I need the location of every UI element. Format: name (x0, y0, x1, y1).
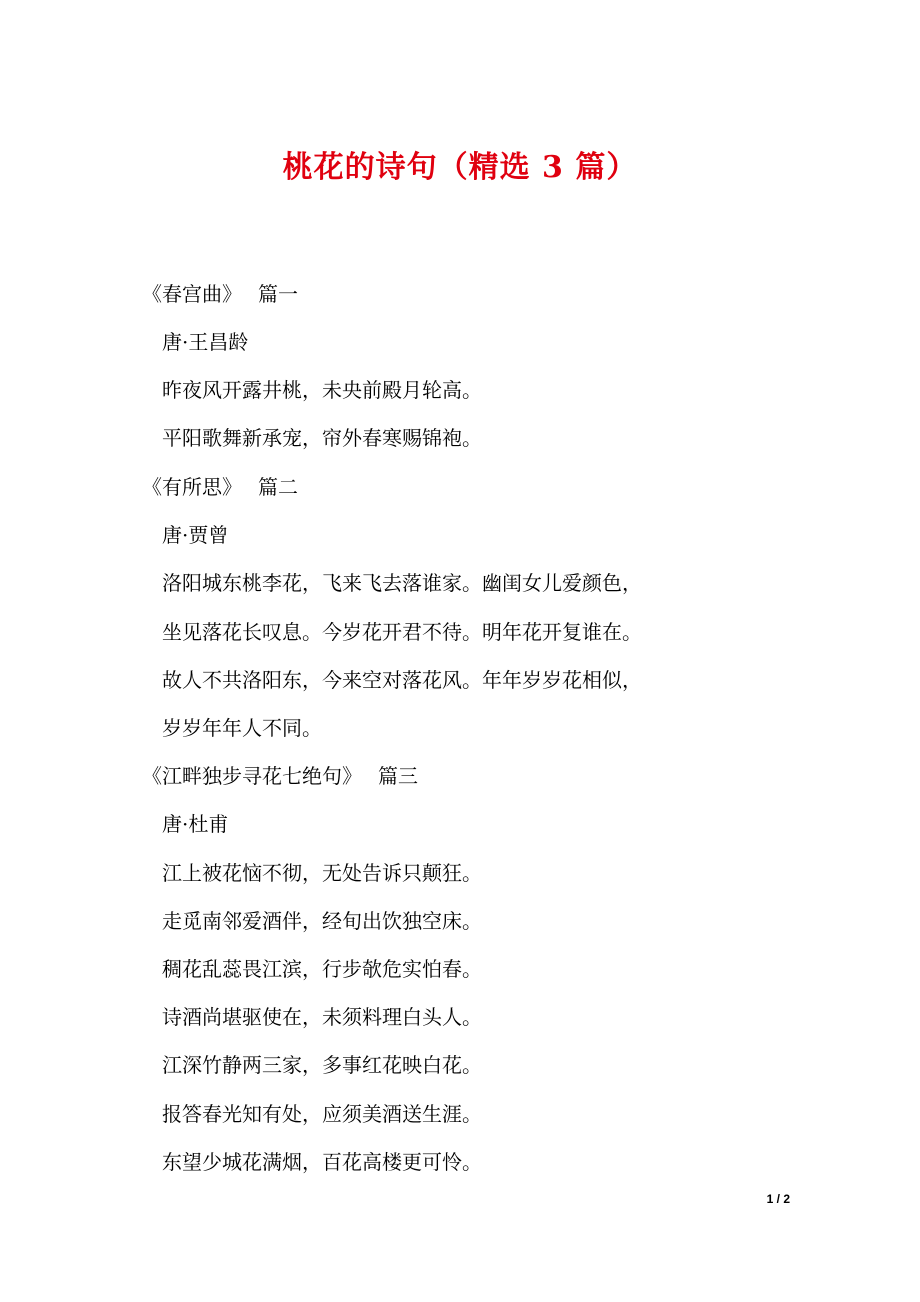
poem-line: 洛阳城东桃李花，飞来飞去落谁家。幽闺女儿爱颜色， (162, 571, 642, 595)
poem-label: 篇三 (378, 764, 418, 788)
poem-line: 平阳歌舞新承宠，帘外春寒赐锦袍。 (162, 426, 482, 450)
poem-line: 东望少城花满烟，百花高楼更可怜。 (162, 1150, 482, 1174)
poem-line: 坐见落花长叹息。今岁花开君不待。明年花开复谁在。 (162, 620, 642, 644)
poem-line: 江深竹静两三家，多事红花映白花。 (162, 1053, 482, 1077)
poem-line: 江上被花恼不彻，无处告诉只颠狂。 (162, 861, 482, 885)
poem-line: 故人不共洛阳东，今来空对落花风。年年岁岁花相似， (162, 668, 642, 692)
poem-heading-2 (142, 473, 298, 501)
poem-title: 《春宫曲》 (142, 282, 242, 306)
poem-heading-1 (142, 280, 298, 308)
poem-line: 稠花乱蕊畏江滨，行步欹危实怕春。 (162, 957, 482, 981)
poem-line: 岁岁年年人不同。 (162, 716, 322, 740)
poem-line: 报答春光知有处，应须美酒送生涯。 (162, 1102, 482, 1126)
poem-label: 篇二 (258, 475, 298, 499)
page-number: 1 / 2 (766, 1192, 790, 1206)
poem-author: 唐·杜甫 (162, 812, 229, 836)
poem-line: 走觅南邻爱酒伴，经旬出饮独空床。 (162, 909, 482, 933)
document-title: 桃花的诗句（精选 3 篇） (282, 150, 638, 185)
poem-line: 昨夜风开露井桃，未央前殿月轮高。 (162, 378, 482, 402)
poem-author: 唐·王昌龄 (162, 330, 249, 354)
poem-author: 唐·贾曾 (162, 523, 229, 547)
poem-title: 《江畔独步寻花七绝句》 (142, 764, 362, 788)
poem-title: 《有所思》 (142, 475, 242, 499)
poem-line: 诗酒尚堪驱使在，未须料理白头人。 (162, 1005, 482, 1029)
poem-heading-3 (142, 762, 418, 790)
poem-label: 篇一 (258, 282, 298, 306)
